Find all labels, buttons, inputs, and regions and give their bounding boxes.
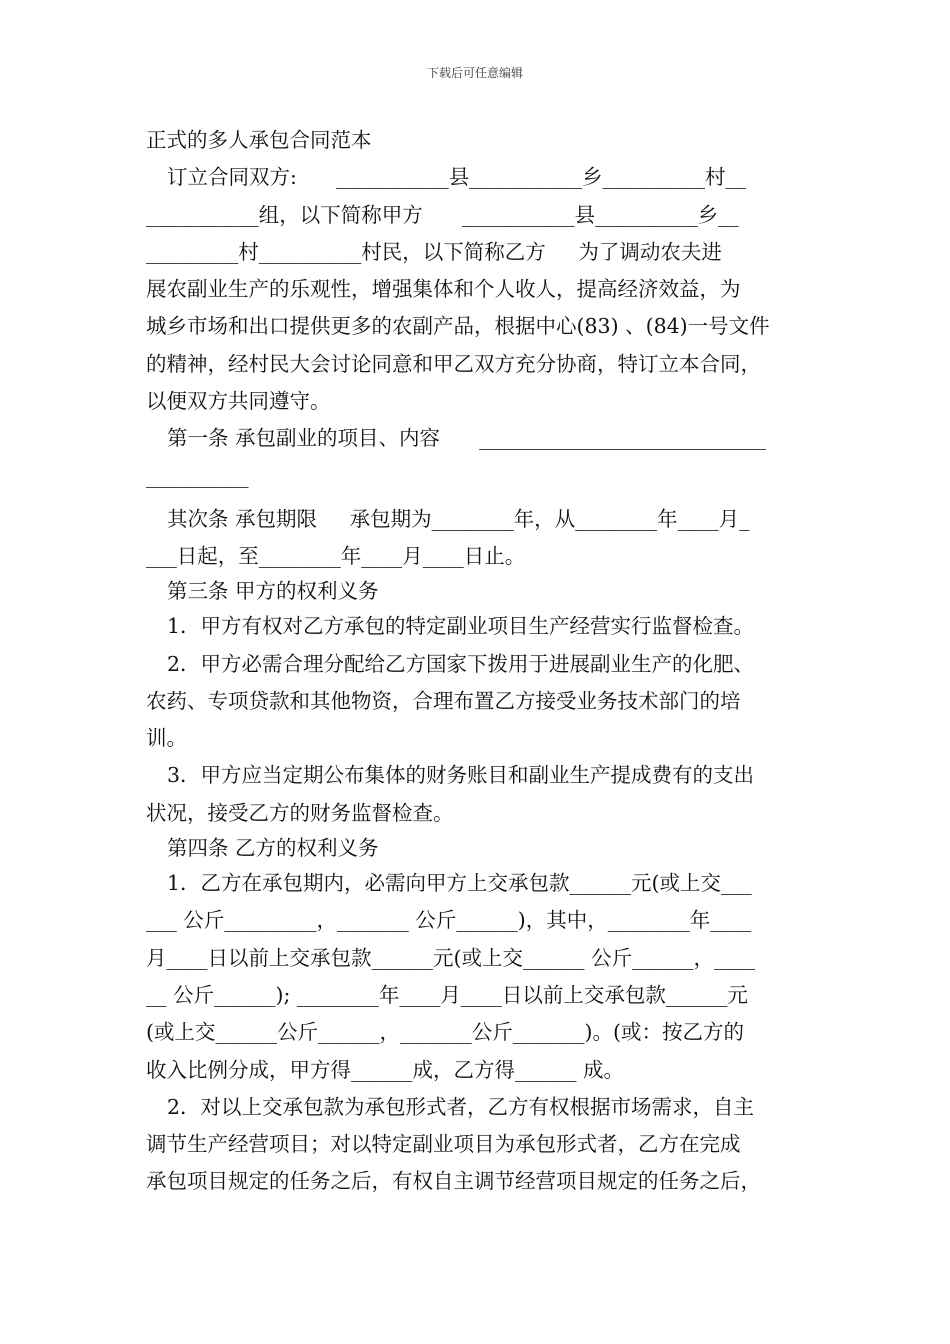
text-line: 订立合同双方: ___________县___________乡__________村__: [167, 165, 747, 190]
article-1-heading: 第一条 承包副业的项目、内容 ____________________________: [167, 426, 767, 451]
text-line: ___ 公斤_________，_______ 公斤______)，其中，________年____: [146, 908, 752, 933]
text-line: (或上交______公斤______，_______公斤_______)。(或：按乙方的: [146, 1020, 744, 1045]
page-header-note: 下载后可任意编辑: [426, 66, 523, 80]
contract-body: [146, 122, 810, 1201]
text-line: 调节生产经营项目；对以特定副业项目为承包形式者，乙方在完成: [146, 1132, 741, 1157]
text-line: 收入比例分成，甲方得______成，乙方得______ 成。: [146, 1057, 625, 1082]
text-line: 农药、专项贷款和其他物资，合理布置乙方接受业务技术部门的培: [146, 688, 741, 713]
text-line: ___________组，以下简称甲方 ___________县__________乡__: [146, 202, 739, 227]
text-line: 以便双方共同遵守。: [146, 389, 331, 414]
text-line: 展农副业生产的乐观性，增强集体和个人收人，提高经济效益，为: [146, 277, 741, 302]
text-line: 训。: [146, 726, 187, 751]
text-line: _________村__________村民，以下简称乙方 为了调动农夫进: [146, 239, 722, 264]
text-line: 2．对以上交承包款为承包形式者，乙方有权根据市场需求，自主: [167, 1094, 755, 1119]
text-line: ___日起，至________年____月____日止。: [146, 543, 526, 568]
text-line: 城乡市场和出口提供更多的农副产品，根据中心(83) 、(84)一号文件: [146, 314, 770, 339]
text-line: __ 公斤______); ________年____月____日以前上交承包款______元: [146, 982, 748, 1007]
text-line: 状况，接受乙方的财务监督检查。: [146, 800, 454, 825]
text-line: 1．甲方有权对乙方承包的特定副业项目生产经营实行监督检查。: [167, 614, 755, 639]
article-3-heading: 第三条 甲方的权利义务: [167, 579, 379, 604]
document-title: 正式的多人承包合同范本: [146, 128, 372, 152]
article-4-heading: 第四条 乙方的权利义务: [167, 836, 379, 861]
text-line: 的精神，经村民大会讨论同意和甲乙双方充分协商，特订立本合同，: [146, 351, 761, 376]
text-line: 月____日以前上交承包款______元(或上交______ 公斤______，____: [146, 945, 756, 970]
text-line: 承包项目规定的任务之后，有权自主调节经营项目规定的任务之后，: [146, 1169, 761, 1194]
article-2-heading: 其次条 承包期限 承包期为________年，从________年____月_: [167, 506, 750, 531]
text-line: __________: [146, 463, 249, 488]
text-line: 3．甲方应当定期公布集体的财务账目和副业生产提成费有的支出: [167, 763, 755, 788]
text-line: 1．乙方在承包期内，必需向甲方上交承包款______元(或上交___: [167, 871, 752, 896]
text-line: 2．甲方必需合理分配给乙方国家下拨用于进展副业生产的化肥、: [167, 651, 755, 676]
